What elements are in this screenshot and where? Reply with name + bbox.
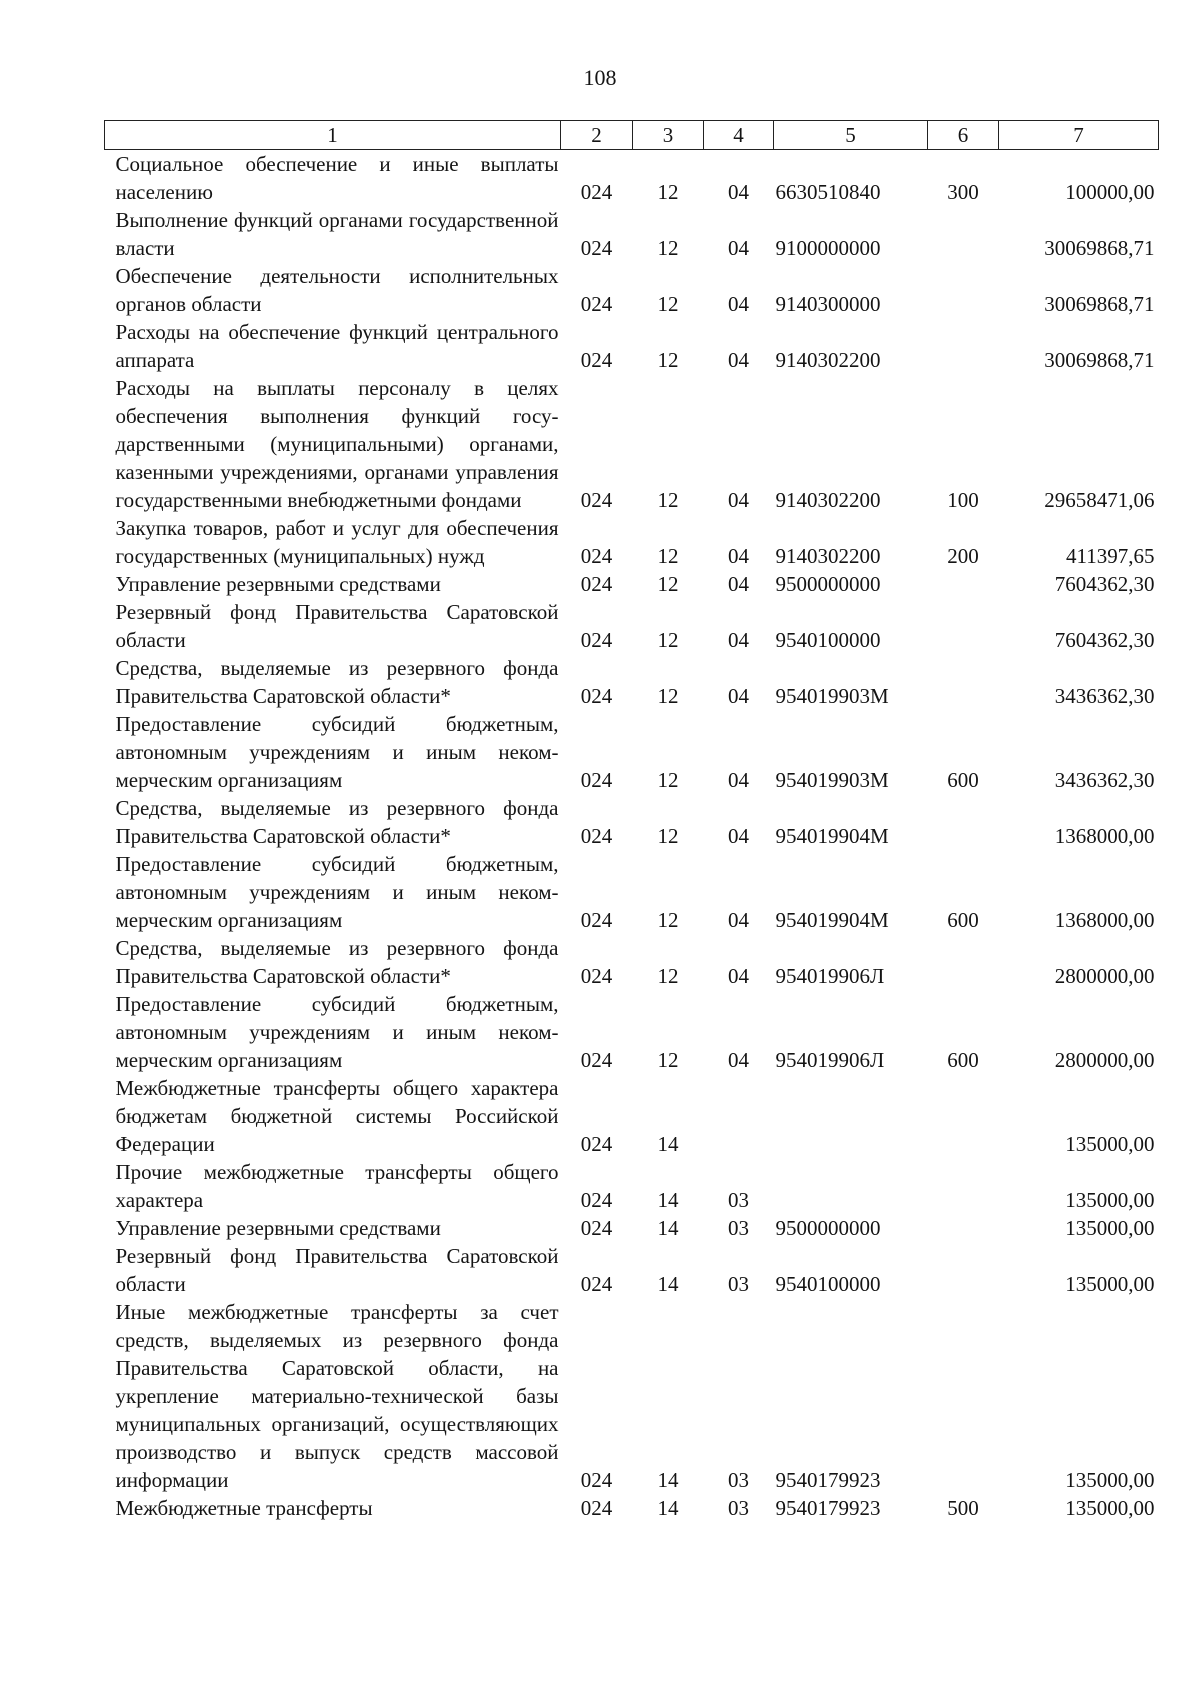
row-name: Управление резервными средствами <box>115 1216 441 1240</box>
row-target-article: 9540100000 <box>775 628 881 652</box>
row-expense-type: 500 <box>947 1496 979 1520</box>
table-row <box>105 1494 1159 1522</box>
row-name: Иные межбюджетные трансферты за счет средств, выделяемых из резервного фонда Правительства Саратовской области, на укрепление материально-технической базы муниципальных организаций, осуществляющих производство и выпуск средств массовой информации <box>115 1300 559 1492</box>
row-amount: 30069868,71 <box>1044 292 1155 316</box>
row-name: Резервный фонд Правительства Саратовской области <box>115 600 559 652</box>
row-subsection-code: 04 <box>728 572 749 596</box>
row-target-article: 954019904М <box>775 908 889 932</box>
row-amount: 135000,00 <box>1065 1272 1155 1296</box>
row-section-code: 12 <box>657 180 679 204</box>
table-row <box>105 850 1159 934</box>
column-header-4: 4 <box>704 121 774 150</box>
column-header-7: 7 <box>999 121 1159 150</box>
row-subsection-code: 03 <box>728 1496 749 1520</box>
row-department-code: 024 <box>580 180 613 204</box>
row-subsection-code: 04 <box>728 180 749 204</box>
table-row <box>105 374 1159 514</box>
row-name: Предоставление субсидий бюджетным, автономным учреждениям и иным некоммерческим организациям <box>115 712 559 792</box>
row-section-code: 12 <box>657 1048 679 1072</box>
row-expense-type: 600 <box>947 768 979 792</box>
row-amount: 7604362,30 <box>1054 572 1155 596</box>
table-row <box>105 150 1159 207</box>
column-header-1: 1 <box>105 121 561 150</box>
row-name: Управление резервными средствами <box>115 572 441 596</box>
row-expense-type <box>928 654 999 710</box>
column-header-6: 6 <box>928 121 999 150</box>
row-section-code: 14 <box>657 1188 679 1212</box>
row-department-code: 024 <box>580 1496 613 1520</box>
row-amount: 2800000,00 <box>1054 964 1155 988</box>
row-expense-type <box>928 1074 999 1158</box>
row-department-code: 024 <box>580 1272 613 1296</box>
table-row <box>105 990 1159 1074</box>
row-target-article: 9540179923 <box>775 1468 881 1492</box>
row-section-code: 12 <box>657 488 679 512</box>
row-section-code: 12 <box>657 348 679 372</box>
row-department-code: 024 <box>580 964 613 988</box>
row-amount: 3436362,30 <box>1054 684 1155 708</box>
row-department-code: 024 <box>580 1132 613 1156</box>
row-subsection-code: 04 <box>728 964 749 988</box>
row-name: Социальное обеспечение и иные выплаты населению <box>115 152 559 204</box>
table-row <box>105 206 1159 262</box>
row-subsection-code <box>704 1074 774 1158</box>
row-name: Средства, выделяемые из резервного фонда Правительства Саратовской области* <box>115 796 559 848</box>
row-target-article: 9100000000 <box>775 236 881 260</box>
table-header <box>105 121 1159 150</box>
row-subsection-code: 04 <box>728 348 749 372</box>
table-row <box>105 654 1159 710</box>
row-subsection-code: 04 <box>728 628 749 652</box>
row-amount: 135000,00 <box>1065 1468 1155 1492</box>
row-name: Предоставление субсидий бюджетным, автономным учреждениям и иным некоммерческим организациям <box>115 992 559 1072</box>
row-expense-type <box>928 598 999 654</box>
row-expense-type <box>928 318 999 374</box>
row-subsection-code: 03 <box>728 1188 749 1212</box>
row-expense-type <box>928 206 999 262</box>
row-name: Межбюджетные трансферты общего характера бюджетам бюджетной системы Российской Федерации <box>115 1076 559 1156</box>
table-row <box>105 934 1159 990</box>
row-section-code: 12 <box>657 768 679 792</box>
row-expense-type <box>928 1242 999 1298</box>
row-section-code: 14 <box>657 1468 679 1492</box>
row-section-code: 12 <box>657 628 679 652</box>
row-department-code: 024 <box>580 1468 613 1492</box>
row-department-code: 024 <box>580 348 613 372</box>
table-row <box>105 262 1159 318</box>
row-department-code: 024 <box>580 768 613 792</box>
row-name: Средства, выделяемые из резервного фонда Правительства Саратовской области* <box>115 936 559 988</box>
row-target-article: 9540100000 <box>775 1272 881 1296</box>
row-expense-type <box>928 794 999 850</box>
row-subsection-code: 03 <box>728 1272 749 1296</box>
row-department-code: 024 <box>580 1216 613 1240</box>
row-target-article: 9500000000 <box>775 572 881 596</box>
row-name: Предоставление субсидий бюджетным, автономным учреждениям и иным некоммерческим организациям <box>115 852 559 932</box>
row-target-article <box>774 1158 928 1214</box>
row-subsection-code: 04 <box>728 824 749 848</box>
row-target-article: 9500000000 <box>775 1216 881 1240</box>
row-amount: 100000,00 <box>1065 180 1155 204</box>
header-row <box>105 121 1159 150</box>
row-target-article: 6630510840 <box>775 180 881 204</box>
row-expense-type <box>928 1158 999 1214</box>
table-row <box>105 1074 1159 1158</box>
row-expense-type <box>928 1298 999 1494</box>
row-target-article: 9540179923 <box>775 1496 881 1520</box>
row-subsection-code: 04 <box>728 684 749 708</box>
column-header-3: 3 <box>633 121 704 150</box>
row-expense-type <box>928 262 999 318</box>
table-body <box>105 150 1159 1523</box>
row-target-article: 9140302200 <box>775 488 881 512</box>
row-department-code: 024 <box>580 1048 613 1072</box>
row-expense-type: 300 <box>947 180 979 204</box>
row-target-article <box>774 1074 928 1158</box>
row-expense-type: 100 <box>947 488 979 512</box>
table-row <box>105 598 1159 654</box>
table-row <box>105 710 1159 794</box>
row-name: Закупка товаров, работ и услуг для обеспечения государственных (муниципальных) нужд <box>115 516 559 568</box>
row-amount: 30069868,71 <box>1044 236 1155 260</box>
row-section-code: 12 <box>657 684 679 708</box>
table-row <box>105 1298 1159 1494</box>
row-subsection-code: 04 <box>728 544 749 568</box>
row-subsection-code: 03 <box>728 1468 749 1492</box>
table-row <box>105 1214 1159 1242</box>
row-amount: 30069868,71 <box>1044 348 1155 372</box>
row-section-code: 12 <box>657 964 679 988</box>
row-expense-type: 200 <box>947 544 979 568</box>
row-amount: 1368000,00 <box>1054 908 1155 932</box>
row-department-code: 024 <box>580 572 613 596</box>
row-name: Обеспечение деятельности исполнительных органов области <box>115 264 559 316</box>
row-expense-type <box>928 1214 999 1242</box>
row-department-code: 024 <box>580 488 613 512</box>
row-name: Межбюджетные трансферты <box>115 1496 373 1520</box>
row-department-code: 024 <box>580 908 613 932</box>
row-section-code: 14 <box>657 1496 679 1520</box>
row-section-code: 14 <box>657 1272 679 1296</box>
row-section-code: 12 <box>657 292 679 316</box>
row-department-code: 024 <box>580 236 613 260</box>
row-amount: 135000,00 <box>1065 1132 1155 1156</box>
row-subsection-code: 04 <box>728 292 749 316</box>
row-amount: 135000,00 <box>1065 1496 1155 1520</box>
table-row <box>105 514 1159 570</box>
row-amount: 1368000,00 <box>1054 824 1155 848</box>
row-amount: 411397,65 <box>1066 544 1155 568</box>
row-department-code: 024 <box>580 292 613 316</box>
row-expense-type <box>928 570 999 598</box>
page-number: 108 <box>583 65 617 90</box>
row-section-code: 14 <box>657 1216 679 1240</box>
table-row <box>105 1242 1159 1298</box>
row-target-article: 9140302200 <box>775 348 881 372</box>
row-target-article: 954019904М <box>775 824 889 848</box>
budget-table <box>104 120 1159 1522</box>
row-amount: 2800000,00 <box>1054 1048 1155 1072</box>
row-amount: 135000,00 <box>1065 1188 1155 1212</box>
row-amount: 7604362,30 <box>1054 628 1155 652</box>
table-row <box>105 794 1159 850</box>
row-department-code: 024 <box>580 1188 613 1212</box>
row-expense-type: 600 <box>947 1048 979 1072</box>
row-amount: 29658471,06 <box>1044 488 1155 512</box>
table-row <box>105 1158 1159 1214</box>
column-header-2: 2 <box>561 121 633 150</box>
table-row <box>105 318 1159 374</box>
row-amount: 3436362,30 <box>1054 768 1155 792</box>
row-name: Выполнение функций органами государственной власти <box>115 208 559 260</box>
row-department-code: 024 <box>580 824 613 848</box>
row-target-article: 9140302200 <box>775 544 881 568</box>
row-subsection-code: 04 <box>728 488 749 512</box>
row-target-article: 954019906Л <box>775 1048 885 1072</box>
row-section-code: 12 <box>657 544 679 568</box>
row-target-article: 954019903М <box>775 768 889 792</box>
row-expense-type: 600 <box>947 908 979 932</box>
row-subsection-code: 04 <box>728 1048 749 1072</box>
row-expense-type <box>928 934 999 990</box>
row-department-code: 024 <box>580 684 613 708</box>
column-header-5: 5 <box>774 121 928 150</box>
row-amount: 135000,00 <box>1065 1216 1155 1240</box>
row-name: Расходы на выплаты персоналу в целях обеспечения выполнения функций государственными (муниципальными) органами, казенными учреждениями, органами управления государственными внебюджетными фондами <box>115 376 559 512</box>
row-section-code: 12 <box>657 908 679 932</box>
table-row <box>105 570 1159 598</box>
row-department-code: 024 <box>580 628 613 652</box>
row-subsection-code: 03 <box>728 1216 749 1240</box>
row-section-code: 12 <box>657 236 679 260</box>
row-subsection-code: 04 <box>728 236 749 260</box>
row-target-article: 954019906Л <box>775 964 885 988</box>
row-subsection-code: 04 <box>728 908 749 932</box>
row-subsection-code: 04 <box>728 768 749 792</box>
row-section-code: 12 <box>657 572 679 596</box>
row-name: Расходы на обеспечение функций центрального аппарата <box>115 320 559 372</box>
row-target-article: 9140300000 <box>775 292 881 316</box>
row-section-code: 14 <box>657 1132 679 1156</box>
row-name: Средства, выделяемые из резервного фонда Правительства Саратовской области* <box>115 656 559 708</box>
row-target-article: 954019903М <box>775 684 889 708</box>
row-name: Прочие межбюджетные трансферты общего характера <box>115 1160 559 1212</box>
row-section-code: 12 <box>657 824 679 848</box>
row-department-code: 024 <box>580 544 613 568</box>
row-name: Резервный фонд Правительства Саратовской области <box>115 1244 559 1296</box>
